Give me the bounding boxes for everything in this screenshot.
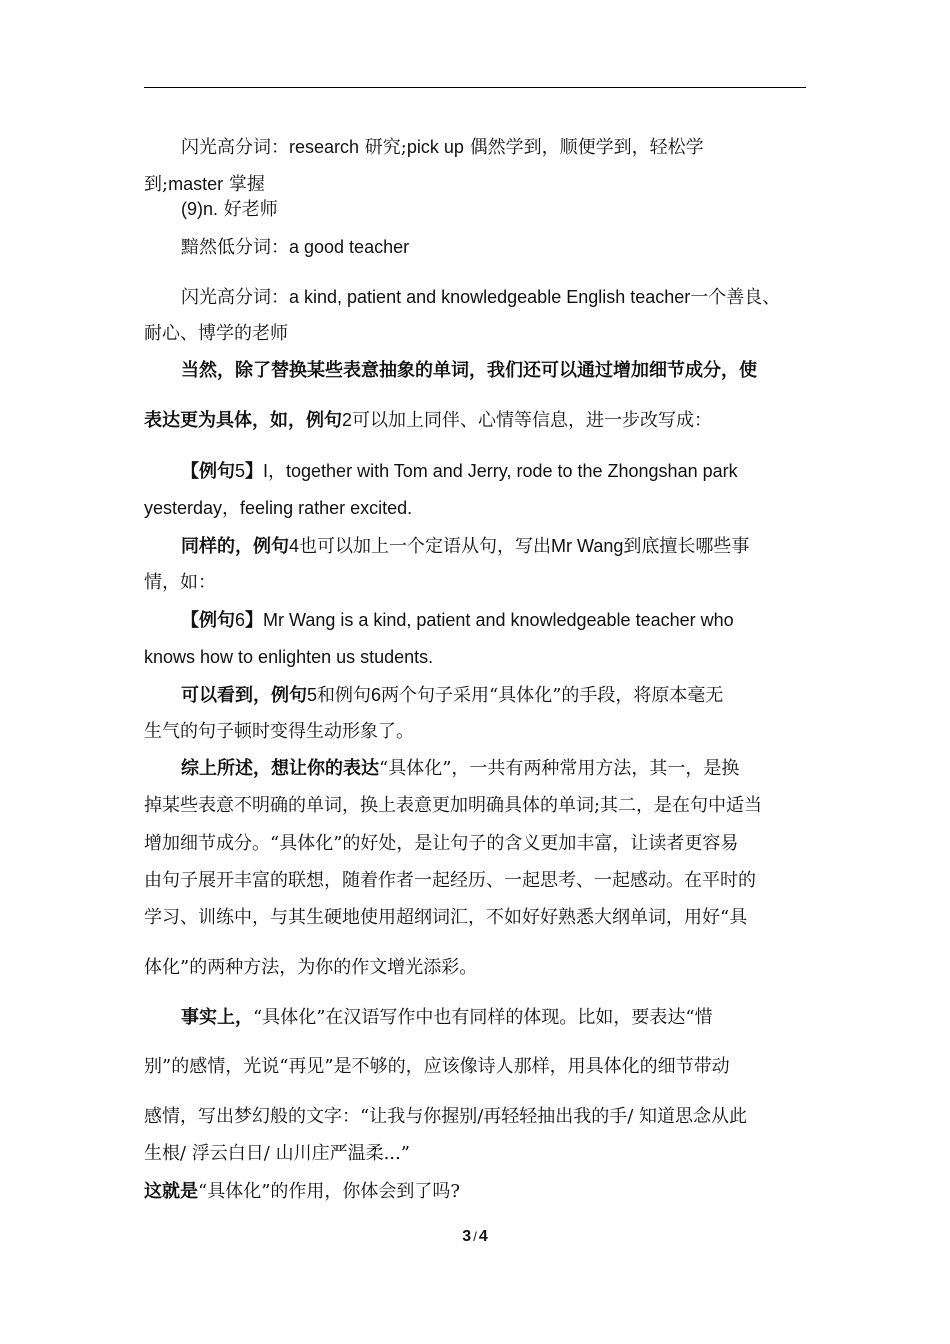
- text-line-23: [181, 1007, 713, 1029]
- text-run: 好老师: [218, 199, 278, 220]
- text-run: “具体化”的作用，你体会到了吗?: [198, 1181, 461, 1202]
- text-run: 6: [235, 610, 246, 630]
- text-run: 事实上，: [181, 1007, 253, 1028]
- text-run: 由句子展开丰富的联想，随着作者一起经历、一起思考、一起感动。在平时的: [144, 870, 756, 891]
- text-line-4: [181, 236, 409, 259]
- text-line-5: [181, 286, 780, 309]
- text-line-21: [144, 907, 747, 929]
- text-run: (9)n.: [181, 199, 219, 219]
- text-run: 同样的，例句: [181, 536, 289, 557]
- text-run: 感情，写出梦幻般的文字：“让我与你握别/再轻轻抽出我的手/ 知道思念从此: [144, 1106, 748, 1127]
- text-run: 情，如：: [144, 572, 216, 593]
- text-run: knows how to enlighten us students.: [144, 647, 434, 667]
- text-run: 到底擅长哪些事: [623, 536, 750, 557]
- text-run: 偶然学到，顺便学到，轻松学: [463, 137, 704, 158]
- text-run: 研究;: [359, 137, 407, 158]
- text-line-7: [181, 360, 757, 382]
- text-line-9: [181, 460, 738, 483]
- text-run: 掉某些表意不明确的单词，换上表意更加明确具体的单词;其二，是在句中适当: [144, 795, 763, 816]
- text-line-15: [181, 684, 723, 707]
- page-separator: /: [473, 1229, 477, 1244]
- text-line-22: [144, 957, 477, 979]
- text-line-13: [181, 609, 734, 632]
- text-line-20: [144, 870, 756, 892]
- text-line-6: [144, 323, 288, 345]
- text-run: a kind, patient and knowledgeable English teacher: [289, 287, 691, 307]
- text-line-16: [144, 721, 414, 743]
- text-line-3: [181, 198, 278, 221]
- text-run: 耐心、博学的老师: [144, 323, 288, 344]
- text-run: a good teacher: [289, 237, 410, 257]
- text-run: 掌握: [223, 174, 265, 195]
- text-run: 体化”的两种方法，为你的作文增光添彩。: [144, 957, 478, 978]
- text-run: master: [168, 174, 224, 194]
- text-line-19: [144, 833, 738, 855]
- text-line-17: [181, 758, 739, 780]
- text-line-11: [181, 535, 749, 558]
- text-line-8: [144, 409, 712, 432]
- text-line-12: [144, 572, 216, 594]
- text-line-25: [144, 1106, 747, 1128]
- current-page: 3: [462, 1228, 472, 1245]
- text-run: I，together with Tom and Jerry, rode to the Zhongshan park: [263, 461, 738, 481]
- text-run: 】: [245, 461, 264, 482]
- text-run: “具体化”，一共有两种常用方法，其一，是换: [379, 758, 740, 779]
- total-pages: 4: [478, 1228, 488, 1245]
- text-line-10: [144, 497, 412, 519]
- text-run: 学习、训练中，与其生硬地使用超纲词汇，不如好好熟悉大纲单词，用好“具: [144, 907, 748, 928]
- text-run: Mr Wang is a kind, patient and knowledgeable teacher who: [263, 610, 734, 630]
- text-run: 5: [235, 461, 246, 481]
- text-run: “具体化”在汉语写作中也有同样的体现。比如，要表达“惜: [253, 1007, 713, 1028]
- header-rule: [144, 87, 806, 88]
- text-run: 两个句子采用“具体化”的手段，将原本毫无: [381, 685, 724, 706]
- text-run: 当然，除了替换某些表意抽象的单词，我们还可以通过增加细节成分，使: [181, 360, 757, 381]
- text-line-26: [144, 1143, 410, 1165]
- text-line-18: [144, 795, 762, 817]
- text-run: 一个善良、: [690, 287, 781, 308]
- text-run: 闪光高分词：: [181, 137, 289, 158]
- text-line-27: [144, 1181, 460, 1203]
- text-run: Mr Wang: [551, 536, 624, 556]
- text-run: 别”的感情，光说“再见”是不够的，应该像诗人那样，用具体化的细节带动: [144, 1056, 730, 1077]
- text-run: 可以看到，例句: [181, 685, 307, 706]
- text-run: 5: [307, 685, 318, 705]
- text-line-1: [181, 136, 704, 159]
- text-line-24: [144, 1056, 730, 1078]
- text-run: 综上所述，想让你的表达: [181, 758, 379, 779]
- text-run: 也可以加上一个定语从句，写出: [299, 536, 552, 557]
- text-run: 闪光高分词：: [181, 287, 289, 308]
- text-run: 4: [289, 536, 300, 556]
- text-run: 到;: [144, 174, 169, 195]
- text-run: research: [289, 137, 360, 157]
- text-line-2: [144, 173, 265, 196]
- text-run: 表达更为具体，如，例句: [144, 410, 342, 431]
- text-run: 和例句: [317, 685, 372, 706]
- text-run: pick up: [406, 137, 464, 157]
- text-run: 增加细节成分。“具体化”的好处，是让句子的含义更加丰富，让读者更容易: [144, 833, 739, 854]
- text-run: 】: [245, 610, 264, 631]
- text-run: 可以加上同伴、心情等信息，进一步改写成：: [352, 410, 713, 431]
- text-run: 这就是: [144, 1181, 198, 1202]
- text-run: 6: [371, 685, 382, 705]
- text-run: 黯然低分词：: [181, 237, 289, 258]
- text-run: 【例句: [181, 461, 235, 482]
- text-run: 生根/ 浮云白日/ 山川庄严温柔...”: [144, 1143, 410, 1164]
- text-run: yesterday，feeling rather excited.: [144, 498, 413, 518]
- page-number: [0, 1227, 950, 1247]
- text-line-14: [144, 646, 433, 668]
- text-run: 2: [342, 410, 353, 430]
- text-run: 生气的句子顿时变得生动形象了。: [144, 721, 414, 742]
- text-run: 【例句: [181, 610, 235, 631]
